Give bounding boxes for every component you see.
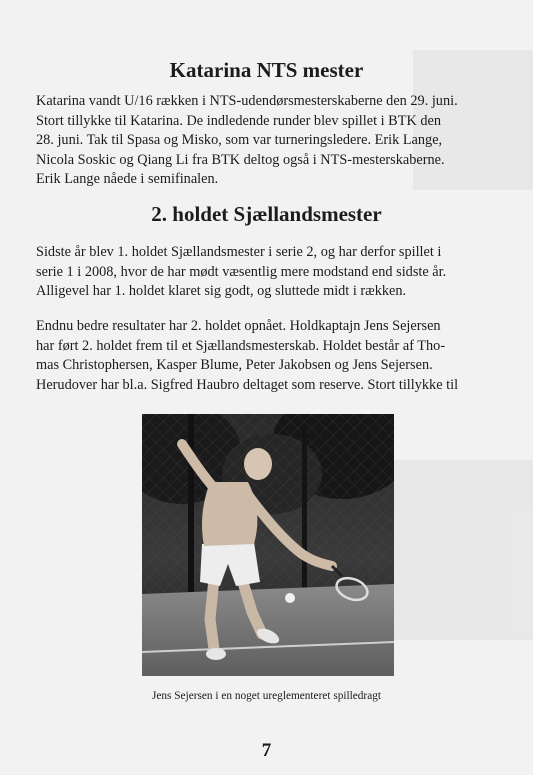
text-line: Stort tillykke til Katarina. De indledende runder blev spillet i BTK den xyxy=(36,112,441,129)
article-sjaelland-paragraph-1 xyxy=(36,243,502,302)
article-title-sjaellandsmester: 2. holdet Sjællandsmester xyxy=(151,202,382,226)
text-line: Katarina vandt U/16 rækken i NTS-udendørsmesterskaberne den 29. juni. xyxy=(36,93,458,109)
text-line: serie 1 i 2008, hvor de har mødt væsentlig mere modstand end sidste år. xyxy=(36,263,447,280)
article-sjaelland-paragraph-2 xyxy=(36,317,502,395)
photo-illustration xyxy=(142,414,394,676)
text-line: har ført 2. holdet frem til et Sjællandsmesterskab. Holdet består af Tho- xyxy=(36,337,446,354)
text-line: Sidste år blev 1. holdet Sjællandsmester i serie 2, og har derfor spillet i xyxy=(36,244,442,260)
text-line: Alligevel har 1. holdet klaret sig godt, og sluttede midt i rækken. xyxy=(36,283,407,299)
text-line: 28. juni. Tak til Spasa og Misko, som var turneringsledere. Erik Lange, xyxy=(36,132,443,148)
text-line: Endnu bedre resultater har 2. holdet opnået. Holdkaptajn Jens Sejersen xyxy=(36,318,441,334)
show-through-shadow xyxy=(393,460,533,640)
page-number: 7 xyxy=(261,740,272,761)
text-line: Erik Lange nåede i semifinalen. xyxy=(36,171,219,187)
text-line: mas Christophersen, Kasper Blume, Peter Jakobsen og Jens Sejersen. xyxy=(36,357,433,373)
photo-caption: Jens Sejersen i en noget ureglementeret spilledragt xyxy=(152,690,381,702)
article-title-katarina: Katarina NTS mester xyxy=(169,58,364,82)
text-line: Nicola Soskic og Qiang Li fra BTK deltog også i NTS-mesterskaberne. xyxy=(36,151,445,168)
text-line: Herudover har bl.a. Sigfred Haubro deltaget som reserve. Stort tillykke til xyxy=(36,376,459,393)
tennis-player-photo xyxy=(142,414,394,676)
article-katarina-body xyxy=(36,92,502,190)
